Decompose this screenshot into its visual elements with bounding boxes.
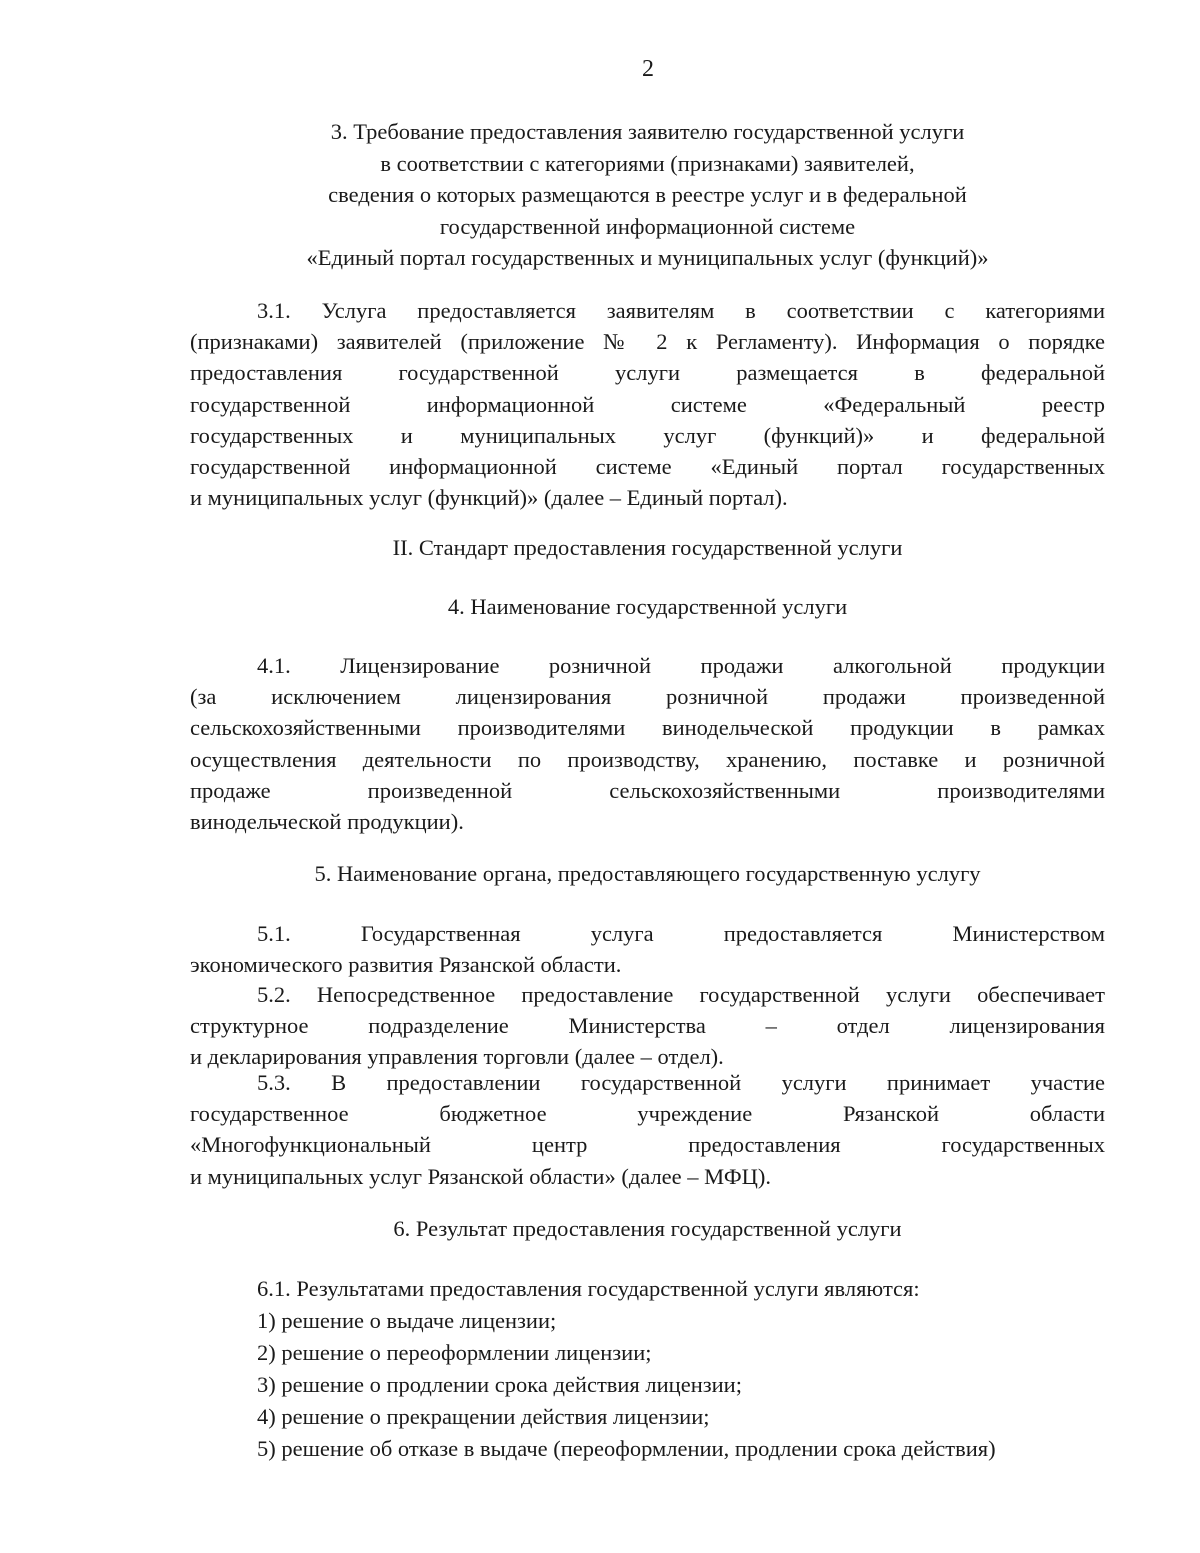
heading-line: 5. Наименование органа, предоставляющего государственную услугу: [314, 861, 981, 886]
paragraph-line: государственное бюджетное учреждение Рязанской области: [190, 1101, 1105, 1127]
paragraph-line: экономического развития Рязанской области.: [190, 952, 622, 978]
paragraph-line: «Многофункциональный центр предоставления государственных: [190, 1132, 1105, 1158]
heading-line: 4. Наименование государственной услуги: [447, 594, 848, 619]
paragraph-line: винодельческой продукции).: [190, 809, 464, 835]
paragraph-line: государственных и муниципальных услуг (функций)» и федеральной: [190, 422, 1105, 448]
heading-line: II. Стандарт предоставления государственной услуги: [392, 535, 903, 560]
heading-line: в соответствии с категориями (признаками) заявителей,: [380, 150, 915, 176]
section-3-heading: [190, 116, 1105, 274]
list-item: 3) решение о продлении срока действия лицензии;: [257, 1372, 742, 1397]
section-II-heading: [190, 532, 1105, 564]
paragraph-line: государственной информационной системе «Единый портал государственных: [190, 454, 1105, 480]
paragraph-line: осуществления деятельности по производству, хранению, поставке и розничной: [190, 746, 1105, 772]
paragraph-3-1: [190, 295, 1105, 513]
section-4-heading: [190, 591, 1105, 623]
list-item: 4) решение о прекращении действия лицензии;: [257, 1404, 710, 1429]
paragraph-line: 5.2. Непосредственное предоставление государственной услуги обеспечивает: [257, 982, 1105, 1007]
paragraph-line: продаже произведенной сельскохозяйственными производителями: [190, 777, 1105, 803]
paragraph-line: 3.1. Услуга предоставляется заявителям в соответствии с категориями: [257, 298, 1105, 323]
paragraph-line: структурное подразделение Министерства – отдел лицензирования: [190, 1013, 1105, 1039]
paragraph-line: и декларирования управления торговли (далее – отдел).: [190, 1044, 724, 1070]
list-item: 2) решение о переоформлении лицензии;: [257, 1340, 652, 1365]
paragraph-4-1: [190, 650, 1105, 837]
paragraph-line: (признаками) заявителей (приложение № 2 к Регламенту). Информация о порядке: [190, 329, 1105, 355]
results-list: [190, 1273, 1105, 1465]
paragraph-line: 5.1. Государственная услуга предоставляется Министерством: [257, 921, 1105, 946]
page-number: 2: [642, 56, 654, 82]
heading-line: государственной информационной системе: [439, 213, 856, 239]
heading-line: 6. Результат предоставления государственной услуги: [393, 1216, 902, 1241]
heading-line: «Единый портал государственных и муниципальных услуг (функций)»: [306, 245, 989, 270]
section-6-heading: [190, 1213, 1105, 1245]
paragraph-line: (за исключением лицензирования розничной продажи произведенной: [190, 684, 1105, 710]
paragraph-5-1: [190, 918, 1105, 980]
list-intro: 6.1. Результатами предоставления государственной услуги являются:: [257, 1276, 920, 1301]
paragraph-line: 5.3. В предоставлении государственной услуги принимает участие: [257, 1070, 1105, 1095]
paragraph-line: государственной информационной системе «Федеральный реестр: [190, 391, 1105, 417]
paragraph-line: и муниципальных услуг Рязанской области» (далее – МФЦ).: [190, 1163, 772, 1189]
paragraph-line: сельскохозяйственными производителями винодельческой продукции в рамках: [190, 715, 1105, 741]
paragraph-5-2: [190, 979, 1105, 1073]
heading-line: 3. Требование предоставления заявителю государственной услуги: [330, 119, 965, 144]
paragraph-line: 4.1. Лицензирование розничной продажи алкогольной продукции: [257, 653, 1105, 678]
list-item: 1) решение о выдаче лицензии;: [257, 1308, 557, 1333]
section-5-heading: [190, 858, 1105, 890]
paragraph-line: предоставления государственной услуги размещается в федеральной: [190, 360, 1105, 386]
paragraph-line: и муниципальных услуг (функций)» (далее – Единый портал).: [190, 485, 788, 511]
paragraph-5-3: [190, 1067, 1105, 1192]
list-item: 5) решение об отказе в выдаче (переоформлении, продлении срока действия): [257, 1436, 996, 1461]
heading-line: сведения о которых размещаются в реестре услуг и в федеральной: [328, 182, 967, 207]
